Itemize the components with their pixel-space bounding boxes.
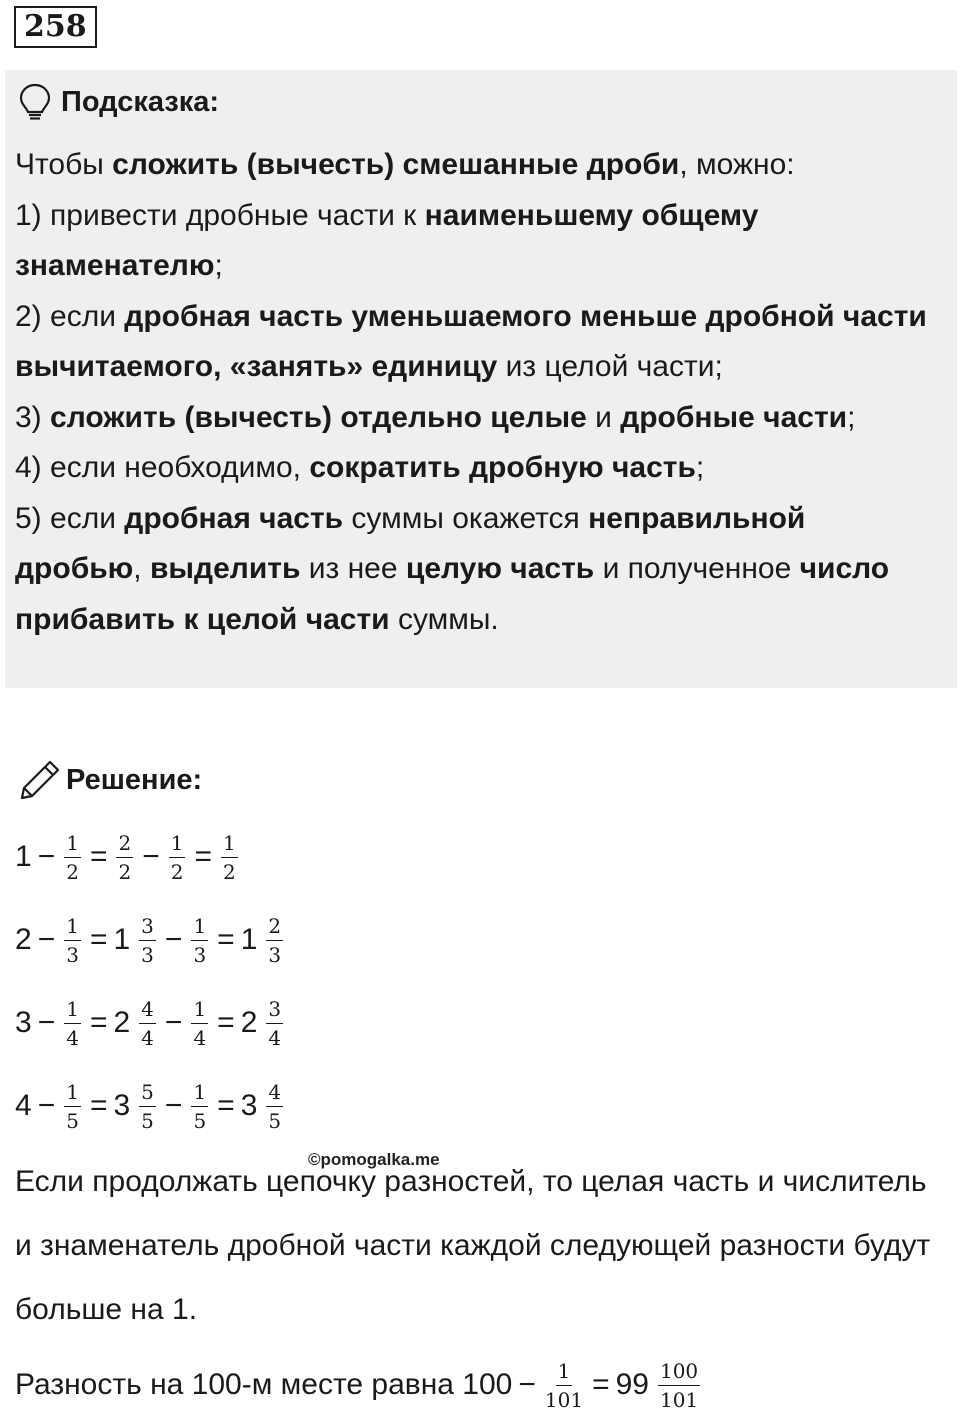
hint-emphasis: дробная часть уменьшаемого меньше дробной части вычитаемого, «занять» единицу (15, 299, 927, 383)
hint-emphasis: наименьшему общему знаменателю (15, 198, 759, 282)
fraction-denominator: 2 (170, 859, 184, 884)
hint-body (15, 140, 940, 645)
fraction-denominator: 5 (141, 1108, 154, 1133)
fraction-numerator: 5 (139, 1080, 156, 1107)
math-operator: = (592, 1368, 610, 1401)
math-term: 4 (15, 1089, 32, 1122)
fraction-numerator: 2 (266, 914, 283, 941)
fraction-denominator: 2 (66, 859, 79, 884)
math-term: 2 (15, 923, 32, 956)
fraction-denominator: 3 (268, 942, 282, 967)
fraction-denominator: 3 (66, 942, 79, 967)
math-operator: = (89, 1006, 108, 1039)
math-term: 1 (113, 923, 131, 956)
math-operator: = (89, 1089, 108, 1122)
equation-row (15, 1071, 286, 1141)
watermark: ©pomogalka.me (308, 1150, 440, 1169)
lightbulb-icon (17, 82, 53, 122)
fraction (545, 1359, 583, 1412)
fraction-denominator: 2 (223, 859, 236, 884)
math-operator: − (37, 840, 56, 873)
fraction (266, 1080, 283, 1133)
math-operator: − (518, 1368, 536, 1401)
math-operator: − (37, 1089, 56, 1122)
math-term: 3 (240, 1089, 258, 1122)
hint-header (17, 82, 219, 122)
math-operator: − (37, 923, 56, 956)
math-operator: = (194, 840, 213, 873)
fraction-numerator: 1 (64, 997, 81, 1024)
math-operator: = (217, 1006, 235, 1039)
fraction-denominator: 5 (66, 1108, 79, 1133)
math-operator: = (89, 840, 108, 873)
hint-emphasis: сложить (вычесть) отдельно целые (50, 400, 587, 434)
hint-emphasis: дробные части (620, 400, 848, 434)
fraction (139, 997, 156, 1050)
math-term: 2 (113, 1006, 131, 1039)
math-term: 3 (113, 1089, 131, 1122)
fraction-numerator: 100 (658, 1359, 700, 1386)
fraction-denominator: 4 (66, 1025, 79, 1050)
fraction-numerator: 1 (191, 1080, 208, 1107)
equation-row (15, 988, 286, 1058)
hint-item: Чтобы сложить (вычесть) смешанные дроби, можно: (15, 148, 795, 181)
fraction-numerator: 1 (221, 831, 238, 858)
fraction (658, 1359, 700, 1412)
hint-item: 5) если дробная часть суммы окажется неправильной дробью, выделить из нее целую часть и полученное число прибавить к целой части суммы. (15, 501, 890, 636)
fraction-numerator: 1 (169, 831, 186, 858)
fraction-numerator: 4 (139, 997, 156, 1024)
fraction-denominator: 4 (193, 1025, 207, 1050)
fraction-denominator: 101 (544, 1387, 584, 1412)
hint-emphasis: выделить (149, 552, 301, 585)
solution-title: Решение: (66, 763, 203, 796)
fraction-numerator: 1 (191, 997, 208, 1024)
task-number: 258 (14, 6, 97, 48)
fraction-numerator: 1 (191, 914, 208, 941)
math-operator: − (164, 1006, 183, 1039)
fraction (191, 1080, 208, 1133)
math-operator: − (142, 840, 160, 873)
fraction-numerator: 3 (266, 997, 283, 1024)
fraction-denominator: 3 (141, 942, 154, 967)
fraction (64, 1080, 81, 1133)
math-operator: = (217, 1089, 235, 1122)
equation-row (15, 905, 286, 975)
hint-emphasis: сложить (вычесть) смешанные дроби (112, 148, 680, 181)
fraction (221, 831, 238, 884)
fraction-numerator: 2 (116, 831, 133, 858)
fraction-numerator: 1 (64, 1080, 81, 1107)
fraction-denominator: 2 (118, 859, 132, 884)
solution-header (18, 758, 202, 802)
fraction-denominator: 101 (659, 1387, 699, 1412)
hint-emphasis: сократить дробную часть (309, 451, 696, 484)
fraction (139, 914, 156, 967)
fraction-denominator: 5 (193, 1108, 207, 1133)
fraction (64, 831, 81, 884)
fraction-numerator: 1 (556, 1359, 573, 1386)
hint-box (5, 70, 957, 688)
fraction (64, 914, 81, 967)
hint-item: 4) если необходимо, сократить дробную часть; (15, 451, 705, 484)
fraction-denominator: 4 (141, 1025, 154, 1050)
fraction-denominator: 5 (268, 1108, 282, 1133)
math-operator: = (217, 923, 235, 956)
fraction (169, 831, 186, 884)
hint-emphasis: неправильной дробью (15, 501, 806, 585)
hint-title: Подсказка: (61, 85, 220, 118)
fraction (116, 831, 133, 884)
math-operator: − (37, 1006, 56, 1039)
math-term: 2 (240, 1006, 258, 1039)
hint-item: 3) сложить (вычесть) отдельно целые и дробные части; (15, 400, 856, 434)
fraction-numerator: 4 (266, 1080, 283, 1107)
fraction-denominator: 3 (193, 942, 207, 967)
fraction (266, 914, 283, 967)
final-equation (15, 1352, 703, 1418)
hint-emphasis: число прибавить к целой части (15, 552, 890, 636)
fraction (266, 997, 283, 1050)
fraction-numerator: 1 (64, 831, 81, 858)
fraction (64, 997, 81, 1050)
fraction-numerator: 3 (139, 914, 156, 941)
hint-item: 1) привести дробные части к наименьшему общему знаменателю; (15, 198, 759, 282)
math-term: Разность на 100-м месте равна 100 (15, 1368, 513, 1401)
fraction (139, 1080, 156, 1133)
math-operator: = (89, 923, 108, 956)
math-term: 1 (240, 923, 258, 956)
math-term: 99 (615, 1368, 649, 1401)
fraction-numerator: 1 (64, 914, 81, 941)
hint-emphasis: целую часть (405, 552, 595, 585)
hint-item: 2) если дробная часть уменьшаемого меньше дробной части вычитаемого, «занять» единицу из целой части; (15, 299, 927, 383)
math-operator: − (164, 1089, 183, 1122)
fraction-denominator: 4 (268, 1025, 282, 1050)
pencil-icon (18, 758, 62, 802)
solution-paragraph: Если продолжать цепочку разностей, то целая часть и числитель и знаменатель дробной части каждой следующей разности будут больше на 1. (15, 1165, 931, 1326)
fraction (191, 997, 208, 1050)
fraction (191, 914, 208, 967)
math-term: 3 (15, 1006, 32, 1039)
math-operator: − (164, 923, 183, 956)
hint-emphasis: дробная часть (124, 501, 344, 535)
math-term: 1 (15, 840, 32, 873)
equation-row (15, 822, 241, 892)
